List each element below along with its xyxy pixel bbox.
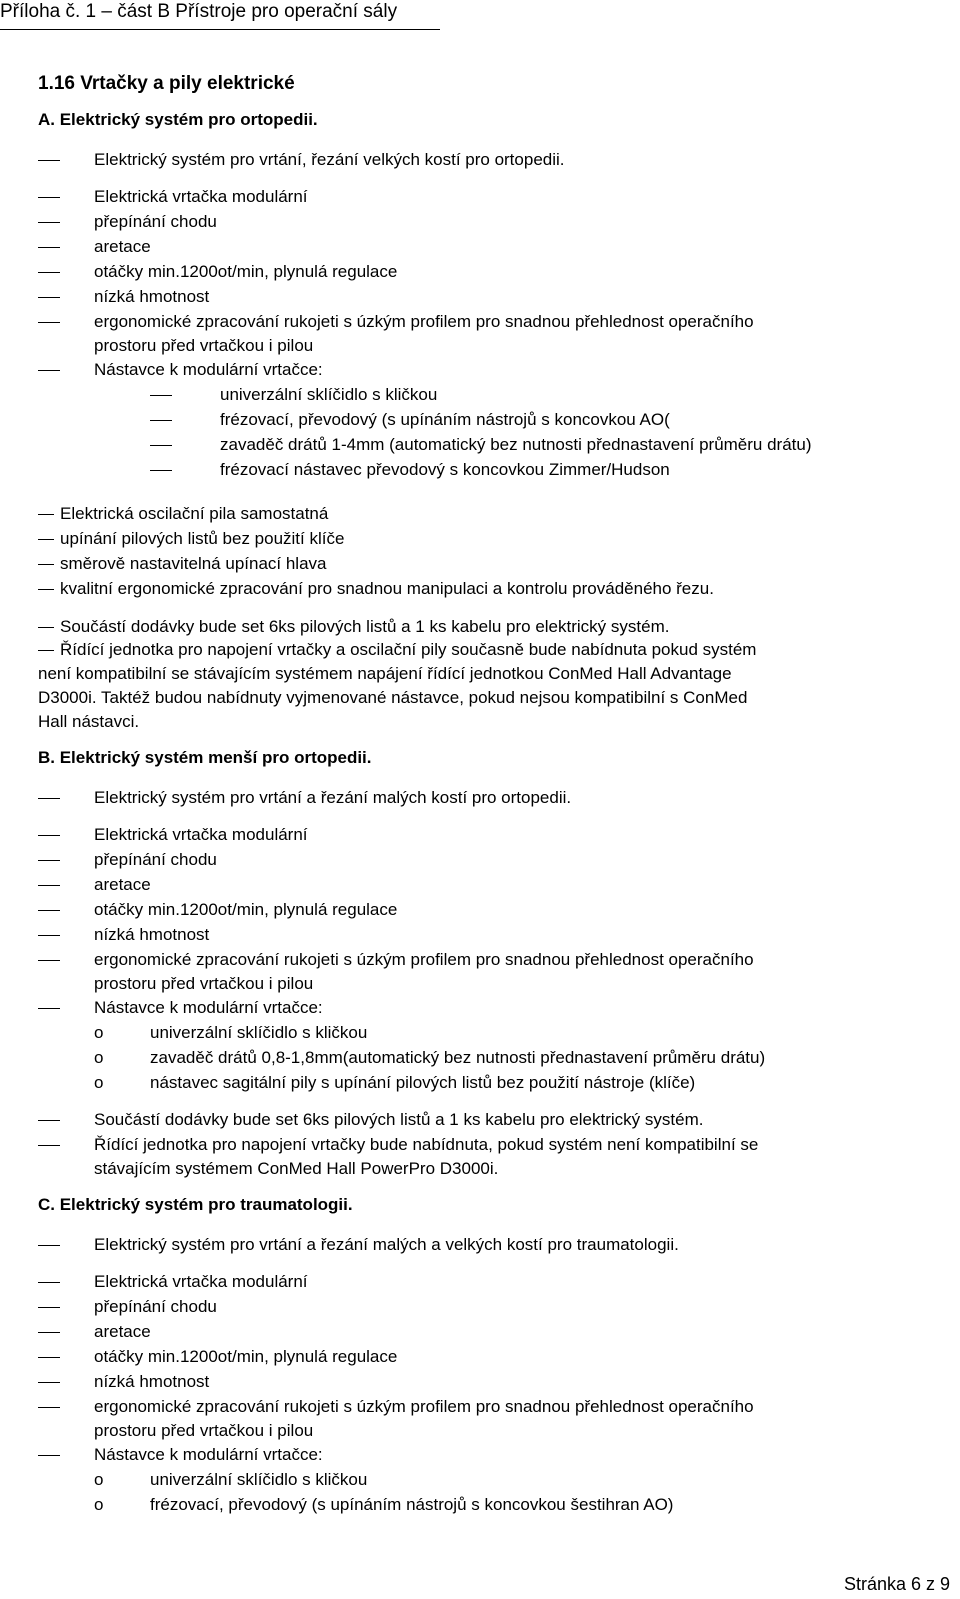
list-item: aretace: [94, 237, 151, 256]
list-item: ergonomické zpracování rukojeti s úzkým profilem pro snadnou přehlednost operačního: [94, 1397, 754, 1416]
list-item: přepínání chodu: [94, 1297, 217, 1316]
bullet-marker: o: [94, 1495, 104, 1514]
dash-marker: [38, 589, 54, 590]
list-item-continuation: prostoru před vrtačkou i pilou: [94, 336, 314, 355]
dash-marker: [38, 564, 54, 565]
control-unit-text: Řídící jednotka pro napojení vrtačky bude nabídnuta, pokud systém není kompatibilní se: [94, 1135, 759, 1154]
list-item: Elektrická vrtačka modulární: [94, 187, 308, 206]
bullet-marker: o: [94, 1023, 104, 1042]
delivery-note: Součástí dodávky bude set 6ks pilových listů a 1 ks kabelu pro elektrický systém.: [60, 617, 670, 636]
dash-marker: [38, 539, 54, 540]
sub-list-item: univerzální sklíčidlo s kličkou: [150, 1470, 368, 1489]
list-item: přepínání chodu: [94, 212, 217, 231]
page-header: Příloha č. 1 – část B Přístroje pro operační sály: [0, 1, 398, 22]
dash-marker: [38, 1382, 60, 1383]
control-unit-text: stávajícím systémem ConMed Hall PowerPro D3000i.: [94, 1159, 499, 1178]
dash-marker: [38, 1145, 60, 1146]
list-item: nízká hmotnost: [94, 287, 210, 306]
list-item: aretace: [94, 875, 151, 894]
section-c-intro: Elektrický systém pro vrtání a řezání malých a velkých kostí pro traumatologii.: [94, 1235, 679, 1254]
dash-marker: [38, 322, 60, 323]
bullet-marker: o: [94, 1470, 104, 1489]
sub-list-item: frézovací nástavec převodový s koncovkou Zimmer/Hudson: [220, 460, 670, 479]
dash-marker: [38, 835, 60, 836]
list-item: aretace: [94, 1322, 151, 1341]
dash-marker: [38, 222, 60, 223]
saw-item: směrově nastavitelná upínací hlava: [60, 554, 327, 573]
dash-marker: [38, 1120, 60, 1121]
list-item: ergonomické zpracování rukojeti s úzkým profilem pro snadnou přehlednost operačního: [94, 312, 754, 331]
dash-marker: [38, 160, 60, 161]
page-number: Stránka 6 z 9: [843, 1574, 950, 1594]
section-a-intro: Elektrický systém pro vrtání, řezání velkých kostí pro ortopedii.: [94, 150, 565, 169]
section-b-intro: Elektrický systém pro vrtání a řezání malých kostí pro ortopedii.: [94, 788, 572, 807]
saw-item: kvalitní ergonomické zpracování pro snadnou manipulaci a kontrolu prováděného řezu.: [60, 579, 714, 598]
dash-marker: [38, 197, 60, 198]
sub-list-item: univerzální sklíčidlo s kličkou: [150, 1023, 368, 1042]
saw-item: upínání pilových listů bez použití klíče: [60, 529, 345, 548]
sub-list-item: zavaděč drátů 1-4mm (automatický bez nutnosti přednastavení průměru drátu): [220, 435, 812, 454]
dash-marker: [38, 1008, 60, 1009]
section-c-title: C. Elektrický systém pro traumatologii.: [38, 1195, 353, 1214]
dash-marker: [150, 395, 172, 396]
list-item: nízká hmotnost: [94, 925, 210, 944]
list-item-continuation: prostoru před vrtačkou i pilou: [94, 974, 314, 993]
dash-marker: [150, 420, 172, 421]
list-item: Elektrická vrtačka modulární: [94, 1272, 308, 1291]
control-unit-text: D3000i. Taktéž budou nabídnuty vyjmenované nástavce, pokud nejsou kompatibilní s ConMed: [38, 688, 748, 707]
section-title: 1.16 Vrtačky a pily elektrické: [38, 73, 295, 94]
dash-marker: [38, 1357, 60, 1358]
dash-marker: [38, 798, 60, 799]
section-b-title: B. Elektrický systém menší pro ortopedii.: [38, 748, 372, 767]
dash-marker: [38, 297, 60, 298]
dash-marker: [38, 860, 60, 861]
sub-list-item: zavaděč drátů 0,8-1,8mm(automatický bez nutnosti přednastavení průměru drátu): [150, 1048, 766, 1067]
list-item: Nástavce k modulární vrtačce:: [94, 1445, 323, 1464]
dash-marker: [38, 1332, 60, 1333]
dash-marker: [38, 627, 54, 628]
list-item: přepínání chodu: [94, 850, 217, 869]
list-item: Elektrická vrtačka modulární: [94, 825, 308, 844]
section-a-title: A. Elektrický systém pro ortopedii.: [38, 110, 318, 129]
dash-marker: [38, 1407, 60, 1408]
dash-marker: [38, 247, 60, 248]
sub-list-item: univerzální sklíčidlo s kličkou: [220, 385, 438, 404]
dash-marker: [38, 650, 54, 651]
header-rule: [0, 29, 440, 30]
saw-item: Elektrická oscilační pila samostatná: [60, 504, 329, 523]
dash-marker: [38, 1307, 60, 1308]
dash-marker: [38, 370, 60, 371]
bullet-marker: o: [94, 1073, 104, 1092]
dash-marker: [150, 470, 172, 471]
list-item: otáčky min.1200ot/min, plynulá regulace: [94, 900, 398, 919]
bullet-marker: o: [94, 1048, 104, 1067]
dash-marker: [38, 272, 60, 273]
dash-marker: [38, 935, 60, 936]
control-unit-text: Řídící jednotka pro napojení vrtačky a oscilační pily současně bude nabídnuta pokud systém: [60, 640, 757, 659]
dash-marker: [38, 514, 54, 515]
delivery-note: Součástí dodávky bude set 6ks pilových listů a 1 ks kabelu pro elektrický systém.: [94, 1110, 704, 1129]
control-unit-text: Hall nástavci.: [38, 712, 140, 731]
dash-marker: [38, 885, 60, 886]
list-item: nízká hmotnost: [94, 1372, 210, 1391]
list-item: ergonomické zpracování rukojeti s úzkým profilem pro snadnou přehlednost operačního: [94, 950, 754, 969]
control-unit-text: není kompatibilní se stávajícím systémem napájení řídící jednotkou ConMed Hall Advantage: [38, 664, 732, 683]
list-item-continuation: prostoru před vrtačkou i pilou: [94, 1421, 314, 1440]
sub-list-item: frézovací, převodový (s upínáním nástrojů s koncovkou šestihran AO): [150, 1495, 674, 1514]
dash-marker: [38, 960, 60, 961]
list-item: Nástavce k modulární vrtačce:: [94, 998, 323, 1017]
dash-marker: [38, 1245, 60, 1246]
list-item: otáčky min.1200ot/min, plynulá regulace: [94, 262, 398, 281]
sub-list-item: nástavec sagitální pily s upínání pilových listů bez použití nástroje (klíče): [150, 1073, 696, 1092]
list-item: Nástavce k modulární vrtačce:: [94, 360, 323, 379]
sub-list-item: frézovací, převodový (s upínáním nástrojů s koncovkou AO(: [220, 410, 670, 429]
dash-marker: [38, 1455, 60, 1456]
dash-marker: [38, 1282, 60, 1283]
list-item: otáčky min.1200ot/min, plynulá regulace: [94, 1347, 398, 1366]
dash-marker: [150, 445, 172, 446]
dash-marker: [38, 910, 60, 911]
